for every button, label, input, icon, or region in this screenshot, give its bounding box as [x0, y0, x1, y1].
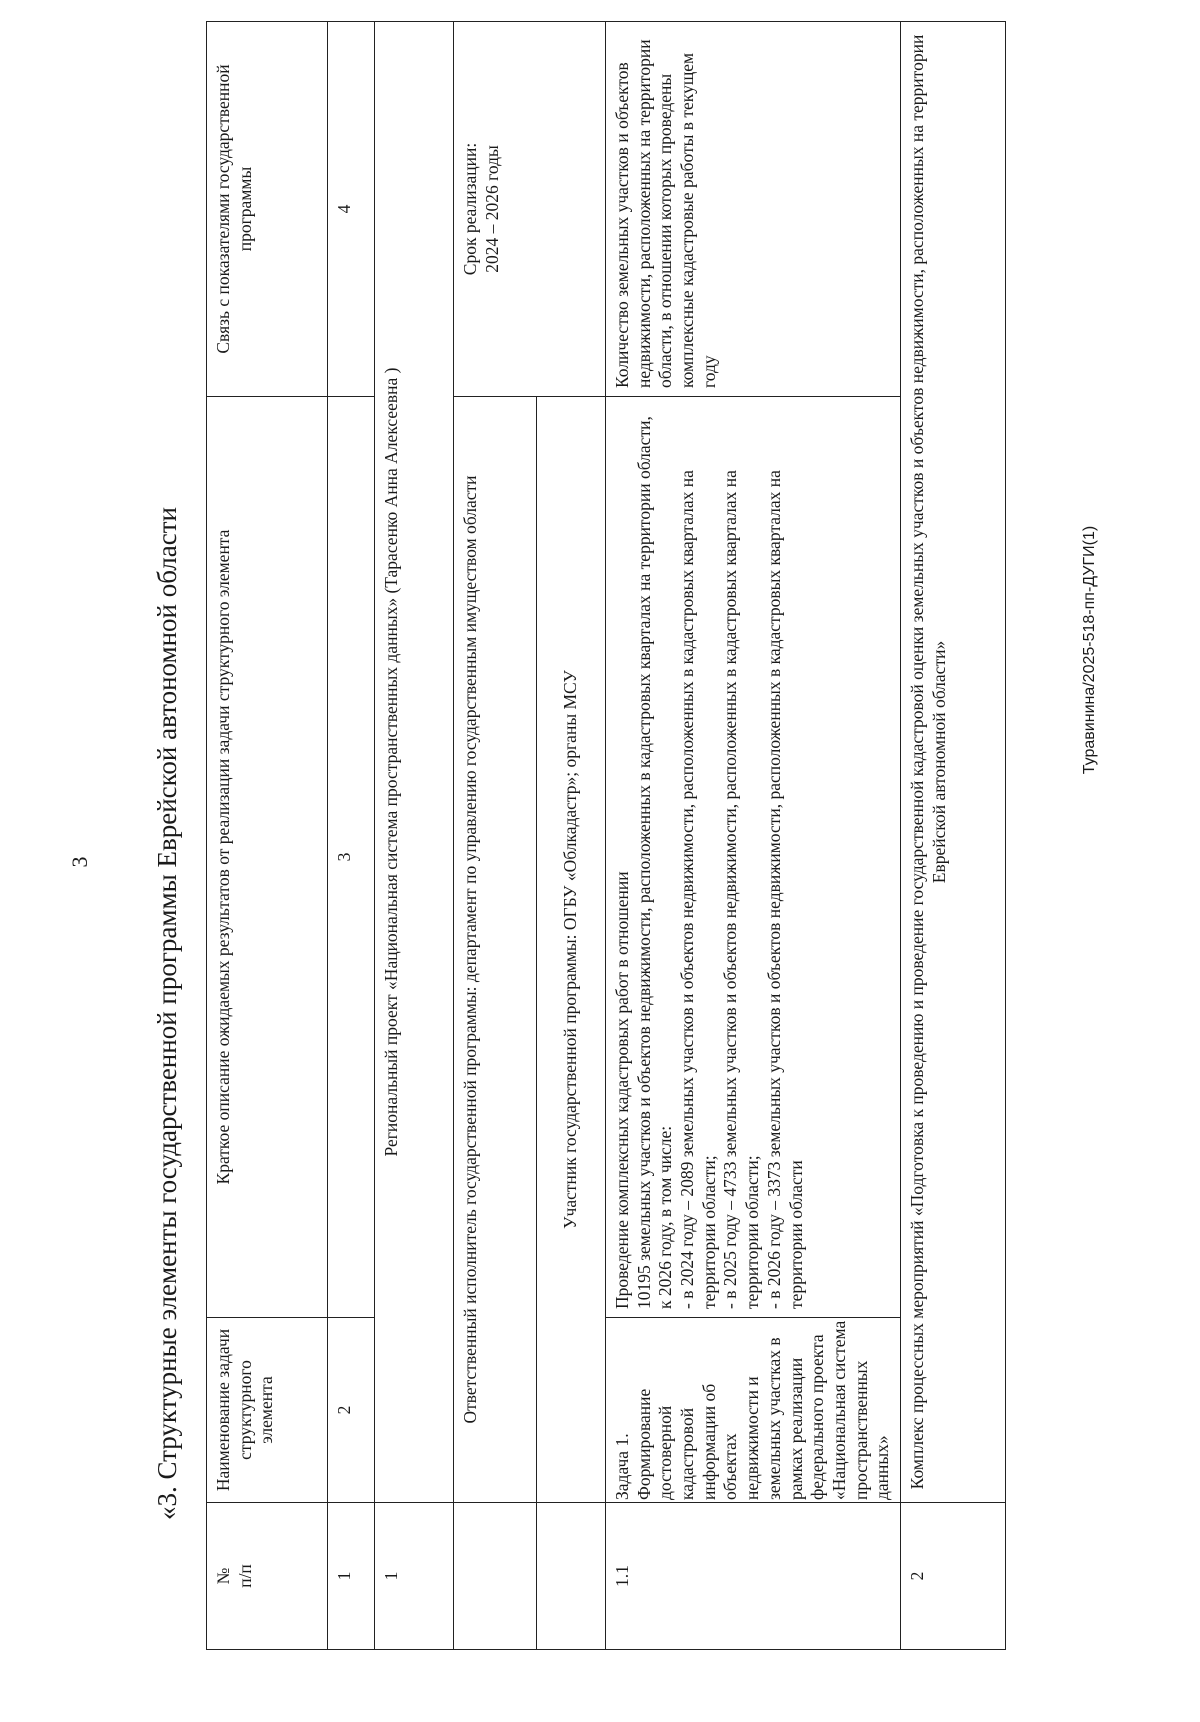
table-header-row [207, 22, 328, 1650]
implementation-period-cell: Срок реализации: 2024 – 2026 годы [454, 22, 606, 397]
column-numbers-row [328, 22, 375, 1650]
regional-project-cell: Региональный проект «Национальная система пространственных данных» (Тарасенко Анна Алексеевна ) [375, 22, 454, 1503]
table-row [375, 22, 454, 1650]
task-description-cell: Проведение комплексных кадастровых работ в отношении 10195 земельных участков и объектов недвижимости, расположенных в кадастровых кварталах на территории области, к 2026 году, в том числе: - в 2024 году – 2089 земельных участков и объектов недвижимости, расположенных в кадастровых кварталах на территории области; - в 2025 году – 4733 земельных участков и объектов недвижимости, расположенных в кадастровых кварталах на территории области; - в 2026 году – 3373 земельных участков и объектов недвижимости, расположенных в кадастровых кварталах на территории области [606, 397, 901, 1318]
table-row [606, 22, 901, 1650]
column-number: 4 [328, 22, 375, 397]
empty-cell [537, 1503, 606, 1650]
column-number: 3 [328, 397, 375, 1318]
column-number: 1 [328, 1503, 375, 1650]
rotated-content [140, 34, 1030, 1650]
document-code: Туравинина/2025-518-пп-ДУГИ(1) [1081, 525, 1098, 775]
process-complex-cell: Комплекс процессных мероприятий «Подготовка к проведению и проведение государственной кадастровой оценки земельных участков и объектов недвижимости, расположенных на территории Еврейской автономной области» [900, 22, 1005, 1503]
row-num: 2 [900, 1503, 1005, 1650]
responsible-executor-cell: Ответственный исполнитель государственной программы: департамент по управлению государственным имуществом области [454, 397, 537, 1503]
row-num: 1 [375, 1503, 454, 1650]
table-row [454, 22, 537, 1650]
task-link-cell: Количество земельных участков и объектов недвижимости, расположенных на территории области, в отношении которых проведены комплексные кадастровые работы в текущем году [606, 22, 901, 397]
empty-cell [454, 1503, 537, 1650]
header-task-name: Наименование задачи структурного элемента [207, 1318, 328, 1503]
page-number: 3 [67, 856, 92, 868]
header-link: Связь с показателями государственной программы [207, 22, 328, 397]
column-number: 2 [328, 1318, 375, 1503]
table-row [900, 22, 1005, 1650]
section-title: «3. Структурные элементы государственной программы Еврейской автономной области [152, 506, 182, 1520]
header-description: Краткое описание ожидаемых результатов от реализации задачи структурного элемента [207, 397, 328, 1318]
row-num: 1.1 [606, 1503, 901, 1650]
participant-cell: Участник государственной программы: ОГБУ «Облкадастр»; органы МСУ [537, 397, 606, 1503]
header-num: № п/п [207, 1503, 328, 1650]
task-name-cell: Задача 1. Формирование достоверной кадастровой информации об объектах недвижимости и земельных участках в рамках реализации федерального проекта «Национальная система пространственных данных» [606, 1318, 901, 1503]
structure-elements-table [206, 21, 1006, 1650]
